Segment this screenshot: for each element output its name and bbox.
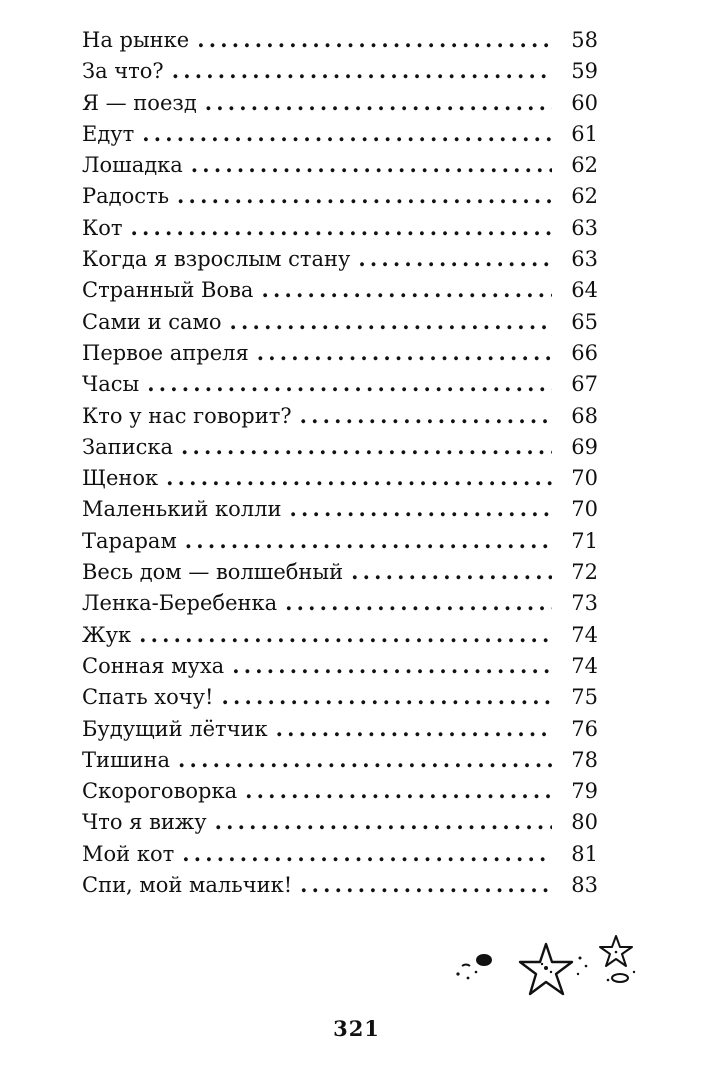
toc-entry-title: Мой кот bbox=[82, 841, 175, 866]
toc-entry-title: Едут bbox=[82, 121, 135, 146]
dot-leader bbox=[205, 87, 552, 118]
toc-entry-title: Кто у нас говорит? bbox=[82, 403, 292, 428]
toc-entry-title: Тарарам bbox=[82, 528, 177, 553]
toc-entry bbox=[82, 556, 598, 587]
dot-leader bbox=[285, 587, 552, 618]
dot-leader bbox=[289, 493, 552, 524]
toc-entry-page: 74 bbox=[571, 653, 598, 678]
dot-leader bbox=[276, 713, 552, 744]
toc-entry bbox=[82, 744, 598, 775]
dot-leader bbox=[172, 55, 552, 86]
toc-entry bbox=[82, 493, 598, 524]
toc-entry-page: 76 bbox=[571, 716, 598, 741]
toc-entry-page: 79 bbox=[571, 779, 598, 804]
toc-entry bbox=[82, 337, 598, 368]
toc-entry-title: Странный Вова bbox=[82, 278, 254, 303]
toc-entry-page: 70 bbox=[571, 466, 598, 491]
dot-leader bbox=[215, 806, 552, 837]
toc-entry-page: 58 bbox=[571, 28, 598, 52]
toc-entry-title: Спи, мой мальчик! bbox=[82, 873, 293, 898]
toc-entry bbox=[82, 431, 598, 462]
dot-leader bbox=[147, 368, 552, 399]
toc-entry bbox=[82, 462, 598, 493]
dot-leader bbox=[142, 118, 552, 149]
toc-entry-title: Весь дом — волшебный bbox=[82, 560, 344, 585]
dot-leader bbox=[139, 619, 552, 650]
toc-entry bbox=[82, 149, 598, 180]
toc-entry bbox=[82, 525, 598, 556]
toc-entry-page: 70 bbox=[571, 497, 598, 522]
toc-entry-page: 63 bbox=[571, 215, 598, 240]
toc-entry-title: Кот bbox=[82, 215, 123, 240]
toc-entry bbox=[82, 24, 598, 55]
toc-entry-page: 81 bbox=[571, 841, 598, 866]
toc-entry-title: Щенок bbox=[82, 466, 159, 491]
toc-entry-page: 71 bbox=[571, 528, 598, 553]
table-of-contents bbox=[82, 24, 598, 900]
toc-entry-page: 63 bbox=[571, 247, 598, 272]
toc-entry bbox=[82, 838, 598, 869]
toc-entry-title: Жук bbox=[82, 622, 132, 647]
dot-leader bbox=[166, 462, 552, 493]
dot-leader bbox=[131, 212, 552, 243]
dot-leader bbox=[232, 650, 552, 681]
toc-entry-page: 73 bbox=[571, 591, 598, 616]
toc-entry bbox=[82, 681, 598, 712]
dot-leader bbox=[181, 431, 552, 462]
dot-leader bbox=[221, 681, 552, 712]
starfish-and-shells-icon bbox=[448, 932, 648, 1002]
dot-leader bbox=[351, 556, 552, 587]
toc-entry bbox=[82, 274, 598, 305]
toc-entry bbox=[82, 713, 598, 744]
toc-entry-page: 72 bbox=[571, 560, 598, 585]
toc-entry-title: Спать хочу! bbox=[82, 685, 214, 710]
toc-entry-page: 62 bbox=[571, 153, 598, 178]
toc-entry-page: 69 bbox=[571, 434, 598, 459]
dot-leader bbox=[358, 243, 552, 274]
dot-leader bbox=[197, 24, 552, 55]
toc-entry-page: 65 bbox=[571, 309, 598, 334]
toc-entry-title: Что я вижу bbox=[82, 810, 207, 835]
toc-entry bbox=[82, 306, 598, 337]
toc-entry-page: 78 bbox=[571, 747, 598, 772]
toc-entry-title: Сонная муха bbox=[82, 653, 225, 678]
toc-entry-page: 83 bbox=[571, 873, 598, 898]
toc-entry-title: Радость bbox=[82, 184, 170, 209]
dot-leader bbox=[245, 775, 552, 806]
toc-entry-title: Тишина bbox=[82, 747, 171, 772]
dot-leader bbox=[257, 337, 552, 368]
dot-leader bbox=[182, 838, 552, 869]
toc-entry-page: 67 bbox=[571, 372, 598, 397]
toc-entry bbox=[82, 587, 598, 618]
dot-leader bbox=[185, 525, 552, 556]
toc-entry-title: Я — поезд bbox=[82, 90, 197, 115]
toc-entry-title: За что? bbox=[82, 59, 164, 84]
dot-leader bbox=[261, 274, 552, 305]
toc-entry-page: 75 bbox=[571, 685, 598, 710]
toc-entry-page: 66 bbox=[571, 340, 598, 365]
toc-entry-page: 64 bbox=[571, 278, 598, 303]
toc-entry-page: 68 bbox=[571, 403, 598, 428]
dot-leader bbox=[177, 180, 552, 211]
toc-entry-page: 74 bbox=[571, 622, 598, 647]
toc-entry-page: 61 bbox=[571, 121, 598, 146]
toc-entry bbox=[82, 775, 598, 806]
toc-entry-title: Маленький колли bbox=[82, 497, 282, 522]
toc-entry-title: Скороговорка bbox=[82, 779, 238, 804]
toc-entry bbox=[82, 55, 598, 86]
toc-entry bbox=[82, 118, 598, 149]
dot-leader bbox=[300, 400, 552, 431]
toc-entry bbox=[82, 619, 598, 650]
toc-entry bbox=[82, 650, 598, 681]
toc-entry bbox=[82, 212, 598, 243]
toc-entry bbox=[82, 869, 598, 900]
toc-entry bbox=[82, 400, 598, 431]
toc-entry-title: Записка bbox=[82, 434, 174, 459]
toc-entry bbox=[82, 806, 598, 837]
dot-leader bbox=[178, 744, 552, 775]
page-number: 321 bbox=[333, 1016, 380, 1041]
toc-entry-title: На рынке bbox=[82, 28, 190, 52]
toc-entry-page: 59 bbox=[571, 59, 598, 84]
toc-entry-title: Первое апреля bbox=[82, 340, 249, 365]
toc-entry bbox=[82, 180, 598, 211]
toc-entry-page: 60 bbox=[571, 90, 598, 115]
dot-leader bbox=[300, 869, 552, 900]
toc-entry bbox=[82, 368, 598, 399]
toc-entry-title: Когда я взрослым стану bbox=[82, 247, 351, 272]
toc-entry-title: Сами и само bbox=[82, 309, 222, 334]
dot-leader bbox=[230, 306, 552, 337]
toc-entry-page: 80 bbox=[571, 810, 598, 835]
toc-entry bbox=[82, 243, 598, 274]
toc-entry-title: Будущий лётчик bbox=[82, 716, 268, 741]
dot-leader bbox=[191, 149, 552, 180]
toc-entry-title: Часы bbox=[82, 372, 140, 397]
toc-entry-title: Лошадка bbox=[82, 153, 183, 178]
toc-entry bbox=[82, 87, 598, 118]
toc-entry-title: Ленка-Беребенка bbox=[82, 591, 278, 616]
toc-entry-page: 62 bbox=[571, 184, 598, 209]
